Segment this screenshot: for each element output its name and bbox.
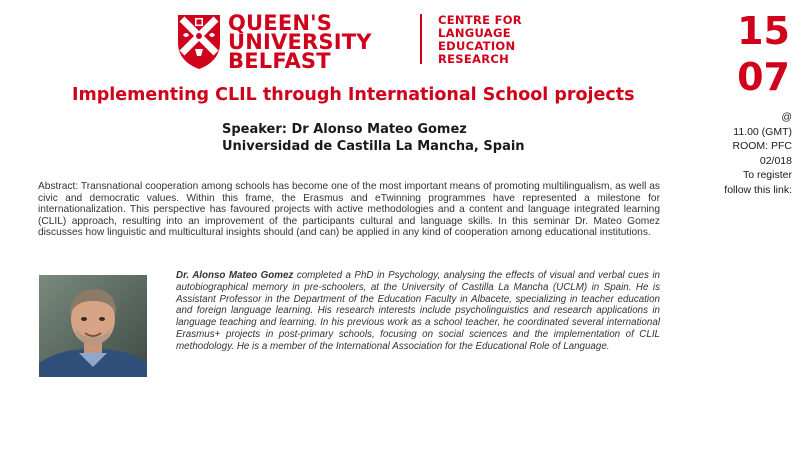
- speaker-affiliation: Universidad de Castilla La Mancha, Spain: [222, 139, 525, 154]
- university-name: [228, 11, 372, 73]
- speaker-info: [222, 121, 525, 155]
- register-text: To register: [742, 169, 792, 181]
- event-at-symbol: @: [781, 111, 792, 123]
- university-name-line: QUEEN'S: [228, 11, 333, 35]
- bio-text: completed a PhD in Psychology, analysing the effects of visual and verbal cues in autobiographical memory in pre-schoolers, at the University of Castilla La Mancha (UCLM) in Spain. He is Assistant Professor in the Department of the Education Faculty in Albacete, specializing in teacher education and foreign language learning. His research interests include psycholinguistics and research applications in language teaching and learning. In his previous work as a school teacher, he coordinated several international Erasmus+ projects in post-primary schools, focusing on social sciences and the implementation of CLIL methodology. He is a member of the International Association for the Educational Role of Language.: [176, 270, 660, 352]
- seminar-title: Implementing CLIL through International School projects: [72, 85, 635, 105]
- queens-university-shield-logo: [176, 13, 222, 70]
- event-room-number: 02/018: [759, 154, 792, 167]
- centre-name: [438, 14, 522, 66]
- event-date-day: 15: [737, 9, 790, 53]
- bio-speaker-name: Dr. Alonso Mateo Gomez: [176, 270, 294, 281]
- speaker-biography: [176, 270, 660, 353]
- event-room: ROOM: PFC: [732, 140, 792, 152]
- event-time: 11.00 (GMT): [733, 125, 792, 138]
- centre-name-line: LANGUAGE: [438, 26, 511, 40]
- centre-name-line: EDUCATION: [438, 39, 516, 53]
- centre-name-line: CENTRE FOR: [438, 13, 522, 27]
- register-link-prompt[interactable]: follow this link:: [724, 183, 792, 196]
- logo-divider: [420, 14, 422, 64]
- centre-name-line: RESEARCH: [438, 52, 510, 66]
- event-date-month: 07: [737, 55, 790, 99]
- event-details: [700, 110, 792, 197]
- university-name-line: BELFAST: [228, 49, 331, 73]
- abstract-text: Abstract: Transnational cooperation among schools has become one of the most important means of promoting multilingualism, as well as civic and democratic values. Within this frame, the Erasmus and eTwinning programmes have represented a milestone for internationalization. This perspective has favoured projects with active methodologies and a content and language integrated learning (CLIL) approach, resulting into an improvement of the participants cultural and language skills. In this seminar Dr. Mateo Gomez discusses how linguistic and multicultural insights should (and can) be applied in any kind of cooperation among educational institutions.: [38, 181, 660, 239]
- university-name-line: UNIVERSITY: [228, 30, 372, 54]
- speaker-photo: [39, 275, 147, 377]
- speaker-name: Speaker: Dr Alonso Mateo Gomez: [222, 122, 467, 137]
